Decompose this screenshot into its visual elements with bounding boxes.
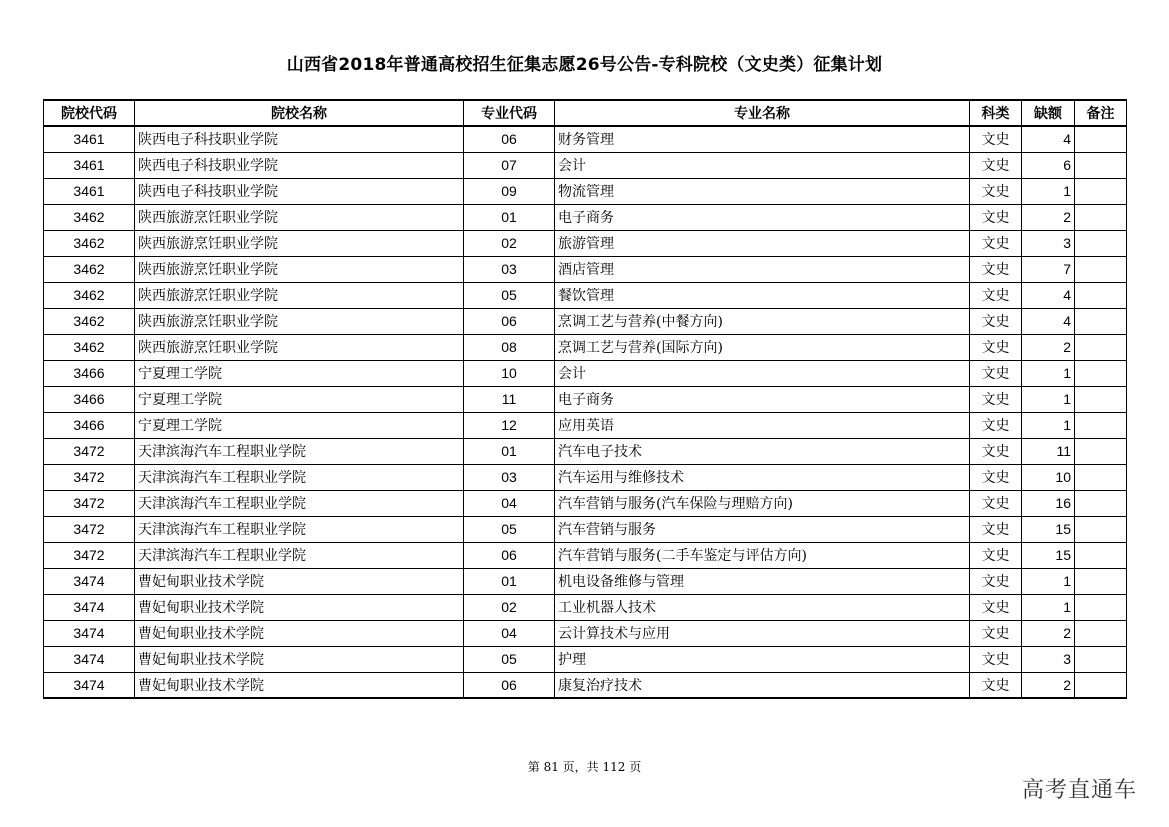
category-cell: 文史 bbox=[970, 646, 1022, 672]
school-code-cell: 3466 bbox=[44, 386, 135, 412]
vacancy-cell: 1 bbox=[1022, 386, 1075, 412]
category-cell: 文史 bbox=[970, 620, 1022, 646]
major-code-cell: 10 bbox=[464, 360, 555, 386]
remark-cell bbox=[1075, 646, 1127, 672]
school-name-cell: 曹妃甸职业技术学院 bbox=[135, 620, 464, 646]
table-row bbox=[44, 594, 1127, 620]
category-cell: 文史 bbox=[970, 126, 1022, 152]
major-name-cell: 物流管理 bbox=[555, 178, 970, 204]
major-name-cell: 烹调工艺与营养(国际方向) bbox=[555, 334, 970, 360]
school-name-cell: 宁夏理工学院 bbox=[135, 412, 464, 438]
remark-cell bbox=[1075, 438, 1127, 464]
column-header-major-code: 专业代码 bbox=[464, 100, 555, 126]
remark-cell bbox=[1075, 126, 1127, 152]
major-code-cell: 05 bbox=[464, 282, 555, 308]
column-header-school-name: 院校名称 bbox=[135, 100, 464, 126]
major-name-cell: 应用英语 bbox=[555, 412, 970, 438]
school-code-cell: 3461 bbox=[44, 152, 135, 178]
vacancy-cell: 1 bbox=[1022, 594, 1075, 620]
remark-cell bbox=[1075, 178, 1127, 204]
table-row bbox=[44, 464, 1127, 490]
school-code-cell: 3461 bbox=[44, 126, 135, 152]
vacancy-cell: 2 bbox=[1022, 672, 1075, 698]
remark-cell bbox=[1075, 412, 1127, 438]
major-name-cell: 汽车营销与服务(汽车保险与理赔方向) bbox=[555, 490, 970, 516]
page-footer: 第 81 页，共 112 页 bbox=[527, 760, 642, 774]
major-name-cell: 财务管理 bbox=[555, 126, 970, 152]
vacancy-cell: 1 bbox=[1022, 178, 1075, 204]
category-cell: 文史 bbox=[970, 230, 1022, 256]
category-cell: 文史 bbox=[970, 360, 1022, 386]
category-cell: 文史 bbox=[970, 464, 1022, 490]
major-code-cell: 04 bbox=[464, 620, 555, 646]
school-name-cell: 曹妃甸职业技术学院 bbox=[135, 646, 464, 672]
vacancy-cell: 7 bbox=[1022, 256, 1075, 282]
major-code-cell: 01 bbox=[464, 204, 555, 230]
school-name-cell: 陕西旅游烹饪职业学院 bbox=[135, 334, 464, 360]
school-code-cell: 3472 bbox=[44, 516, 135, 542]
major-code-cell: 06 bbox=[464, 542, 555, 568]
category-cell: 文史 bbox=[970, 334, 1022, 360]
major-name-cell: 云计算技术与应用 bbox=[555, 620, 970, 646]
remark-cell bbox=[1075, 386, 1127, 412]
remark-cell bbox=[1075, 542, 1127, 568]
category-cell: 文史 bbox=[970, 204, 1022, 230]
major-code-cell: 03 bbox=[464, 256, 555, 282]
vacancy-cell: 15 bbox=[1022, 516, 1075, 542]
major-code-cell: 06 bbox=[464, 672, 555, 698]
category-cell: 文史 bbox=[970, 412, 1022, 438]
remark-cell bbox=[1075, 230, 1127, 256]
remark-cell bbox=[1075, 516, 1127, 542]
table-row bbox=[44, 490, 1127, 516]
watermark-text: 高考直通车 bbox=[1022, 778, 1138, 803]
major-code-cell: 03 bbox=[464, 464, 555, 490]
major-code-cell: 04 bbox=[464, 490, 555, 516]
remark-cell bbox=[1075, 594, 1127, 620]
category-cell: 文史 bbox=[970, 282, 1022, 308]
vacancy-cell: 3 bbox=[1022, 230, 1075, 256]
major-code-cell: 02 bbox=[464, 594, 555, 620]
category-cell: 文史 bbox=[970, 152, 1022, 178]
table-row bbox=[44, 620, 1127, 646]
school-code-cell: 3474 bbox=[44, 646, 135, 672]
table-row bbox=[44, 568, 1127, 594]
major-name-cell: 汽车电子技术 bbox=[555, 438, 970, 464]
table-row bbox=[44, 178, 1127, 204]
table-row bbox=[44, 204, 1127, 230]
major-name-cell: 机电设备维修与管理 bbox=[555, 568, 970, 594]
table-header-row bbox=[44, 100, 1127, 126]
major-name-cell: 旅游管理 bbox=[555, 230, 970, 256]
category-cell: 文史 bbox=[970, 438, 1022, 464]
major-name-cell: 工业机器人技术 bbox=[555, 594, 970, 620]
category-cell: 文史 bbox=[970, 490, 1022, 516]
school-name-cell: 天津滨海汽车工程职业学院 bbox=[135, 438, 464, 464]
remark-cell bbox=[1075, 568, 1127, 594]
page-title: 山西省2018年普通高校招生征集志愿26号公告-专科院校（文史类）征集计划 bbox=[286, 55, 883, 75]
school-code-cell: 3462 bbox=[44, 230, 135, 256]
remark-cell bbox=[1075, 490, 1127, 516]
column-header-remarks: 备注 bbox=[1075, 100, 1127, 126]
table-row bbox=[44, 230, 1127, 256]
vacancy-cell: 2 bbox=[1022, 204, 1075, 230]
table-row bbox=[44, 672, 1127, 698]
major-name-cell: 汽车营销与服务 bbox=[555, 516, 970, 542]
major-name-cell: 烹调工艺与营养(中餐方向) bbox=[555, 308, 970, 334]
school-name-cell: 曹妃甸职业技术学院 bbox=[135, 672, 464, 698]
major-code-cell: 08 bbox=[464, 334, 555, 360]
table-row bbox=[44, 360, 1127, 386]
major-name-cell: 电子商务 bbox=[555, 204, 970, 230]
vacancy-cell: 3 bbox=[1022, 646, 1075, 672]
remark-cell bbox=[1075, 256, 1127, 282]
table-row bbox=[44, 282, 1127, 308]
school-name-cell: 陕西旅游烹饪职业学院 bbox=[135, 230, 464, 256]
vacancy-cell: 1 bbox=[1022, 360, 1075, 386]
major-code-cell: 11 bbox=[464, 386, 555, 412]
remark-cell bbox=[1075, 360, 1127, 386]
table-row bbox=[44, 646, 1127, 672]
school-name-cell: 陕西电子科技职业学院 bbox=[135, 126, 464, 152]
remark-cell bbox=[1075, 334, 1127, 360]
table-row bbox=[44, 438, 1127, 464]
vacancy-cell: 15 bbox=[1022, 542, 1075, 568]
remark-cell bbox=[1075, 308, 1127, 334]
school-code-cell: 3472 bbox=[44, 542, 135, 568]
school-name-cell: 天津滨海汽车工程职业学院 bbox=[135, 464, 464, 490]
remark-cell bbox=[1075, 464, 1127, 490]
school-name-cell: 天津滨海汽车工程职业学院 bbox=[135, 516, 464, 542]
major-name-cell: 汽车营销与服务(二手车鉴定与评估方向) bbox=[555, 542, 970, 568]
major-code-cell: 09 bbox=[464, 178, 555, 204]
category-cell: 文史 bbox=[970, 542, 1022, 568]
major-name-cell: 酒店管理 bbox=[555, 256, 970, 282]
category-cell: 文史 bbox=[970, 568, 1022, 594]
school-name-cell: 曹妃甸职业技术学院 bbox=[135, 594, 464, 620]
school-code-cell: 3462 bbox=[44, 282, 135, 308]
vacancy-cell: 4 bbox=[1022, 126, 1075, 152]
category-cell: 文史 bbox=[970, 256, 1022, 282]
school-name-cell: 陕西旅游烹饪职业学院 bbox=[135, 308, 464, 334]
table-row bbox=[44, 386, 1127, 412]
school-code-cell: 3462 bbox=[44, 308, 135, 334]
school-code-cell: 3472 bbox=[44, 438, 135, 464]
table-row bbox=[44, 152, 1127, 178]
school-code-cell: 3474 bbox=[44, 620, 135, 646]
school-code-cell: 3474 bbox=[44, 672, 135, 698]
major-code-cell: 12 bbox=[464, 412, 555, 438]
major-code-cell: 05 bbox=[464, 516, 555, 542]
remark-cell bbox=[1075, 204, 1127, 230]
school-code-cell: 3474 bbox=[44, 594, 135, 620]
vacancy-cell: 6 bbox=[1022, 152, 1075, 178]
major-code-cell: 01 bbox=[464, 568, 555, 594]
school-name-cell: 宁夏理工学院 bbox=[135, 360, 464, 386]
table-row bbox=[44, 542, 1127, 568]
table-body bbox=[44, 126, 1127, 698]
table-row bbox=[44, 308, 1127, 334]
enrollment-plan-table bbox=[43, 99, 1127, 699]
school-code-cell: 3466 bbox=[44, 360, 135, 386]
table-row bbox=[44, 334, 1127, 360]
school-name-cell: 天津滨海汽车工程职业学院 bbox=[135, 490, 464, 516]
major-name-cell: 餐饮管理 bbox=[555, 282, 970, 308]
major-name-cell: 会计 bbox=[555, 152, 970, 178]
vacancy-cell: 2 bbox=[1022, 334, 1075, 360]
remark-cell bbox=[1075, 152, 1127, 178]
column-header-category: 科类 bbox=[970, 100, 1022, 126]
category-cell: 文史 bbox=[970, 672, 1022, 698]
major-code-cell: 06 bbox=[464, 308, 555, 334]
column-header-major-name: 专业名称 bbox=[555, 100, 970, 126]
remark-cell bbox=[1075, 282, 1127, 308]
major-name-cell: 汽车运用与维修技术 bbox=[555, 464, 970, 490]
vacancy-cell: 4 bbox=[1022, 308, 1075, 334]
remark-cell bbox=[1075, 620, 1127, 646]
vacancy-cell: 16 bbox=[1022, 490, 1075, 516]
vacancy-cell: 4 bbox=[1022, 282, 1075, 308]
major-name-cell: 电子商务 bbox=[555, 386, 970, 412]
vacancy-cell: 1 bbox=[1022, 412, 1075, 438]
major-code-cell: 02 bbox=[464, 230, 555, 256]
remark-cell bbox=[1075, 672, 1127, 698]
major-code-cell: 06 bbox=[464, 126, 555, 152]
school-code-cell: 3462 bbox=[44, 334, 135, 360]
category-cell: 文史 bbox=[970, 386, 1022, 412]
category-cell: 文史 bbox=[970, 516, 1022, 542]
column-header-vacancies: 缺额 bbox=[1022, 100, 1075, 126]
school-code-cell: 3462 bbox=[44, 256, 135, 282]
table-row bbox=[44, 256, 1127, 282]
school-name-cell: 陕西旅游烹饪职业学院 bbox=[135, 256, 464, 282]
category-cell: 文史 bbox=[970, 594, 1022, 620]
school-name-cell: 宁夏理工学院 bbox=[135, 386, 464, 412]
school-name-cell: 陕西电子科技职业学院 bbox=[135, 178, 464, 204]
school-name-cell: 曹妃甸职业技术学院 bbox=[135, 568, 464, 594]
school-name-cell: 陕西电子科技职业学院 bbox=[135, 152, 464, 178]
vacancy-cell: 2 bbox=[1022, 620, 1075, 646]
major-name-cell: 会计 bbox=[555, 360, 970, 386]
table-row bbox=[44, 412, 1127, 438]
major-name-cell: 护理 bbox=[555, 646, 970, 672]
school-code-cell: 3472 bbox=[44, 464, 135, 490]
category-cell: 文史 bbox=[970, 308, 1022, 334]
school-code-cell: 3462 bbox=[44, 204, 135, 230]
school-code-cell: 3466 bbox=[44, 412, 135, 438]
major-name-cell: 康复治疗技术 bbox=[555, 672, 970, 698]
school-code-cell: 3474 bbox=[44, 568, 135, 594]
vacancy-cell: 1 bbox=[1022, 568, 1075, 594]
school-code-cell: 3461 bbox=[44, 178, 135, 204]
vacancy-cell: 10 bbox=[1022, 464, 1075, 490]
major-code-cell: 01 bbox=[464, 438, 555, 464]
school-name-cell: 天津滨海汽车工程职业学院 bbox=[135, 542, 464, 568]
vacancy-cell: 11 bbox=[1022, 438, 1075, 464]
table-row bbox=[44, 516, 1127, 542]
column-header-school-code: 院校代码 bbox=[44, 100, 135, 126]
school-name-cell: 陕西旅游烹饪职业学院 bbox=[135, 282, 464, 308]
table-row bbox=[44, 126, 1127, 152]
major-code-cell: 07 bbox=[464, 152, 555, 178]
school-name-cell: 陕西旅游烹饪职业学院 bbox=[135, 204, 464, 230]
school-code-cell: 3472 bbox=[44, 490, 135, 516]
category-cell: 文史 bbox=[970, 178, 1022, 204]
major-code-cell: 05 bbox=[464, 646, 555, 672]
